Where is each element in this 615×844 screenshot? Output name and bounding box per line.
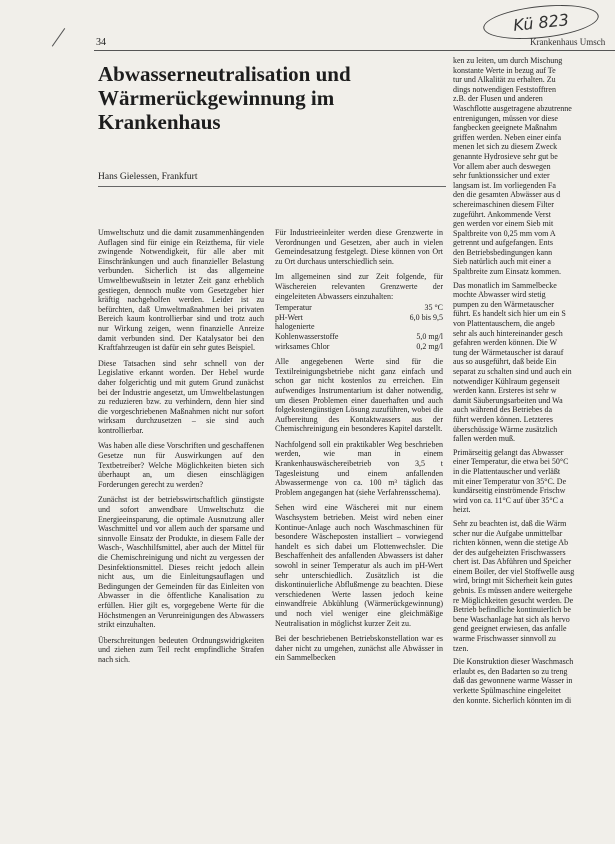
limit-value: 35 °C <box>424 303 443 313</box>
text-column-1 <box>98 228 264 671</box>
column-3-line: mit einer Temperatur von 35°C. De <box>453 476 567 486</box>
pen-mark <box>34 15 65 46</box>
limit-label: halogenierte <box>275 322 315 332</box>
limit-row <box>275 313 443 323</box>
title-rule <box>98 186 446 187</box>
paragraph: Alle angegebenen Werte sind für die Textilreinigungsbetriebe nicht ganz einfach und schon gar nicht kostenlos zu erreichen. Ein aufwendiges Instrumentarium ist daher notwendig, um diesen Problemen einer dauerhaften und auch folgekostengünstigen Lösung zuzuführen, wobei die Aufbereitung des Kontaktwassers aus der Chemischreinigung ein besonderes Kapitel darstellt. <box>275 357 443 434</box>
column-3-line: fangbecken geeignete Maßnahm <box>453 123 557 133</box>
column-3-line: Sehr zu beachten ist, daß die Wärm <box>453 518 567 528</box>
column-3-line: Vor allem aber auch deswegen <box>453 161 551 171</box>
paragraph: Für Industrieeinleiter werden diese Grenzwerte in Verordnungen und Gesetzen, aber auch in vielen Gemeindesatzung festgelegt. Diese können von Ort zu Ort durchaus unterschiedlich sein. <box>275 228 443 266</box>
column-3-line: Die Konstruktion dieser Waschmasch <box>453 657 574 667</box>
column-3-line: getrennt und aufgefangen. Ents <box>453 238 553 248</box>
column-3-line: menen let sich zu diesem Zweck <box>453 142 558 152</box>
limit-label: pH-Wert <box>275 312 303 322</box>
column-3-line: überschüssige Wärme zusätzlich <box>453 424 558 434</box>
column-3-line: schereimaschinen diesem Filter <box>453 199 554 209</box>
column-3-line: scher nur die Aufgabe unmittelbar <box>453 528 563 538</box>
column-3-line: in die Plattentauscher und verläßt <box>453 466 561 476</box>
column-3-line: einem Boiler, der viel Stoffwelle ausg <box>453 566 575 576</box>
paragraph: Umweltschutz und die damit zusammenhängenden Auflagen sind für einige ein Reizthema, für viele zwingende Notwendigkeit, für alle aber mit Einschränkungen und auch finanzieller Belastung verbunden. Sicherlich ist das allgemeine Umweltbewußtsein in letzter Zeit ganz erheblich gestiegen, dennoch mußte vom Gesetzgeber hier kräftig nachgeholfen werden. Leider ist zu befürchten, daß Umweltmaßnahmen bei privaten Bereich kaum kontrollierbar sind und trotz auch nur Wirkung zeigen, wenn finanzielle Anreize damit verbunden sind. Der Katalysator bei den Kraftfahrzeugen ist dafür ein sehr gutes Beispiel. <box>98 228 264 353</box>
column-3-line: gend geeignet erwiesen, das anfalle <box>453 624 567 634</box>
column-3-line: heizt. <box>453 505 471 515</box>
limit-label: Kohlenwasserstoffe <box>275 331 339 341</box>
column-3-line: damit Säuberungsarbeiten und Wa <box>453 395 563 405</box>
column-3-line: sehr als auch hintereinander gesch <box>453 328 563 338</box>
title-line: Krankenhaus <box>98 110 221 134</box>
column-3-line: Waschflotte ausgetragene abzutrenne <box>453 103 572 113</box>
column-3-line: ken zu leiten, um durch Mischung <box>453 56 563 65</box>
column-3-line: gebnis. Es müssen andere weitergehe <box>453 586 573 596</box>
paragraph: Diese Tatsachen sind sehr schnell von der Legislative erkannt worden. Der Hebel wurde daher folgerichtig und mit gutem Grund zunächst bei der Industrie angesetzt, um Umweltbelastungen zu reduzieren bzw. zu verhindern, denn hier sind die vorgeschriebenen Maßnahmen nicht nur sofort wirksam durchzusetzen – sie sind auch kontrollierbar. <box>98 358 264 435</box>
column-3-line: z.B. der Flusen und anderen <box>453 94 543 104</box>
column-3-line: erlaubt es, den Badarten so zu treng <box>453 666 568 676</box>
column-3-line: von Plattentauschern, die angeb <box>453 319 555 329</box>
paragraph: Nachfolgend soll ein praktikabler Weg beschrieben werden, wie man in einem Krankenhauswäschereibetrieb von 3,5 t Tagesleistung und einem anfallenden Abwassermenge von ca. 100 m³ täglich das Problem angegangen hat (siehe Verfahrensschema). <box>275 439 443 497</box>
limit-label: wirksames Chlor <box>275 341 330 351</box>
column-3-line: den konnte. Sicherlich könnten im di <box>453 695 572 705</box>
text-column-2 <box>275 228 443 669</box>
column-3-line: notwendiger Kühlraum gegenseit <box>453 376 560 386</box>
column-3-line: kundärseitig einströmende Frischw <box>453 486 566 496</box>
limit-row <box>275 322 443 332</box>
column-3-line: dings notwendigen Feststofftren <box>453 84 556 94</box>
page-number: 34 <box>96 37 106 48</box>
column-3-line: Spaltbreite zum Einsatz kommen. <box>453 267 561 277</box>
column-3-line: tzen. <box>453 643 469 653</box>
column-3-line: tur und Alkalität zu erhalten. Zu <box>453 75 556 85</box>
limit-row <box>275 303 443 313</box>
column-3-line: mochte Abwasser wird stetig <box>453 290 546 300</box>
title-line: Abwasserneutralisation und <box>98 62 351 86</box>
column-3-line: gefahren werden können. Die W <box>453 338 558 348</box>
column-3-line: gen werden vor einem Sieb mit <box>453 219 554 229</box>
paragraph: Bei der beschriebenen Betriebskonstellation war es daher nicht zu umgehen, zunächst alle Abwässer in ein Sammelbecken <box>275 634 443 663</box>
author-line: Hans Gielessen, Frankfurt <box>98 172 198 182</box>
column-3-line: führt. Es handelt sich hier um ein S <box>453 309 566 319</box>
paragraph: Zunächst ist der betriebswirtschaftlich günstigste und sofort anwendbare Umweltschutz die Energieeinsparung, die optimale Ausnutzung aller Waschmittel und vor allem auch der sparsame und sinnvolle Einsatz der Produkte, in diesem Falle der Wasch-, Waschhilfsmittel, aber auch der Mittel für die Chemischreinigung und nicht zu vergessen der Desinfektionsmittel. Dieses reicht jedoch allein nicht aus, um die Einleitungsauflagen und Bedingungen der Gemeinden für das Einleiten von Abwasser in die öffentliche Kanalisation zu erfüllen. Hier gilt es, vorgegebene Werte für die Höchstmengen an Verunreinigungen des Abwassers strikt einzuhalten. <box>98 495 264 630</box>
paragraph: Überschreitungen bedeuten Ordnungswidrigkeiten und ziehen zum Teil recht empfindliche Strafen nach sich. <box>98 635 264 664</box>
article-title <box>98 62 418 134</box>
limit-value: 0,2 mg/l <box>416 341 443 351</box>
limit-row <box>275 342 443 352</box>
header-rule <box>94 50 615 51</box>
column-3-line: aus so ausgeführt, daß beide Ein <box>453 357 557 367</box>
column-3-line: einer Temperatur, die etwa bei 50°C <box>453 457 569 467</box>
handwritten-note: Kü 823 <box>482 0 601 44</box>
column-3-line: konstante Werte in bezug auf Te <box>453 65 556 75</box>
column-3-line: der des aufgeheizten Frischwassers <box>453 547 566 557</box>
column-3-line: genannte Hydrosieve sehr gut be <box>453 151 558 161</box>
limit-value: 6,0 bis 9,5 <box>409 312 443 322</box>
column-3-line: wird, bringt mit Sicherheit kein gutes <box>453 576 573 586</box>
limit-label: Temperatur <box>275 303 312 313</box>
column-3-line: pumpen zu den Wärmetauscher <box>453 299 554 309</box>
column-3-line: zugeführt. Ankommende Verst <box>453 209 551 219</box>
column-3-line: Spaltbreite von 0,25 mm vom A <box>453 228 556 238</box>
column-3-line: re Möglichkeiten gesucht werden. De <box>453 595 574 605</box>
column-3-line: werden kann. Ersteres ist sehr w <box>453 386 557 396</box>
text-column-3 <box>453 56 615 705</box>
column-3-line: führt werden können. Letzteres <box>453 414 553 424</box>
column-3-line: tung der Wärmetauscher ist darauf <box>453 347 564 357</box>
paragraph: Was haben alle diese Vorschriften und geschaffenen Gesetze nun für Auswirkungen auf den Textbetreiber? Welche Möglichkeiten bieten sich überhaupt an, um diesen einschlägigen Forderungen gerecht zu werden? <box>98 441 264 489</box>
column-3-line: verkette Spülmaschine eingeleitet <box>453 686 561 695</box>
column-3-line: entrenigungen, müssen vor diese <box>453 113 558 123</box>
column-3-line: griffen werden. Neben einer einfa <box>453 132 562 142</box>
title-line: Wärmerückgewinnung im <box>98 86 335 110</box>
column-3-line: Primärseitig gelangt das Abwasser <box>453 447 564 457</box>
paragraph: Sehen wird eine Wäscherei mit nur einem Waschsystem betrieben. Meist wird neben einer Kontinue-Anlage auch noch Waschmaschinen für besondere Wäscheposten installiert – vorwiegend handelt es sich dabei um Flottenwechsler. Die Beschaffenheit des anfallenden Abwassers ist daher sowohl in seiner Temperatur als auch im pH-Wert sehr unterschiedlich. Zusätzlich ist die diskontinuierliche Abflußmenge zu beachten. Diese verschiedenen Werte lassen jedoch keine einwandfreie Abkühlung (Wärmerückgewinnung) und noch viel weniger eine gleichmäßige Neutralisation in möglichst kurzer Zeit zu. <box>275 503 443 628</box>
column-3-line: langsam ist. Im vorliegenden Fa <box>453 180 556 190</box>
column-3-line: den die gesamten Abwässer aus d <box>453 190 561 200</box>
column-3-line: fallen werden muß. <box>453 434 515 444</box>
column-3-line: Betrieb befindliche kontinuierlich be <box>453 605 571 615</box>
column-3-line: wird von ca. 11°C auf über 35°C a <box>453 495 564 505</box>
column-3-line: bene Waschanlage hat sich als hervo <box>453 614 570 624</box>
limit-value: 5,0 mg/l <box>416 331 443 341</box>
column-3-line: auch während des Betriebes da <box>453 405 553 415</box>
column-3-line: warme Frischwasser sinnvoll zu <box>453 634 556 644</box>
column-3-line: sehr funktionssicher und exter <box>453 171 550 181</box>
column-3-line: Sieb natürlich auch mit einer a <box>453 257 551 267</box>
column-3-line: Das monatlich im Sammelbecke <box>453 280 557 290</box>
column-3-line: separat zu schalten sind und auch ein <box>453 367 572 376</box>
column-3-line: den Betriebsbedingungen kann <box>453 247 553 257</box>
column-3-line: daß das gewonnene warme Wasser in <box>453 676 573 686</box>
column-3-line: richten können, wenn die stetige Ab <box>453 538 569 548</box>
paragraph: Im allgemeinen sind zur Zeit folgende, für Wäschereien relevanten Grenzwerte der eingeleiteten Abwassers einzuhalten: <box>275 272 443 301</box>
running-header: Krankenhaus Umsch <box>530 37 606 47</box>
limit-row <box>275 332 443 342</box>
column-3-line: chert ist. Das Abführen und Speicher <box>453 557 572 567</box>
limits-table <box>275 303 443 351</box>
